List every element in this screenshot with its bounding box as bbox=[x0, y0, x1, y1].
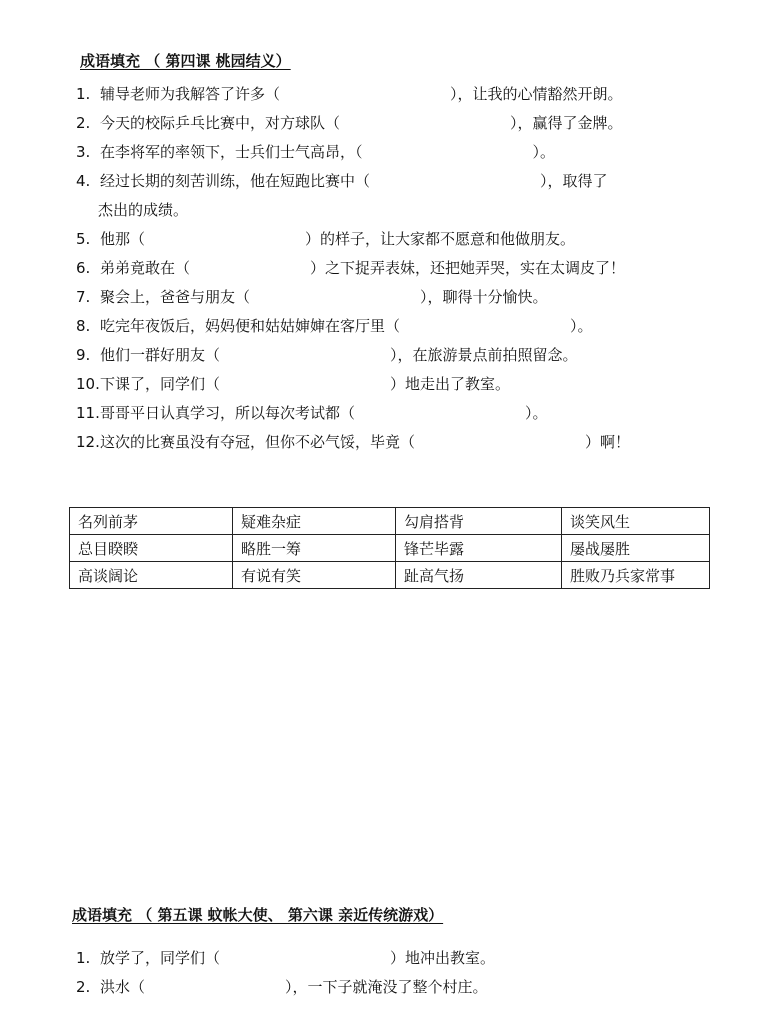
question-2: 2. 今天的校际乒乓比赛中，对方球队（ ），赢得了金牌。 bbox=[76, 114, 623, 132]
question-6: 6. 弟弟竟敢在（ ）之下捉弄表妹，还把她弄哭，实在太调皮了！ bbox=[76, 259, 626, 277]
idiom-cell: 有说有笑 bbox=[233, 562, 396, 589]
question-8: 8. 吃完年夜饭后，妈妈便和姑姑婶婶在客厅里（ ）。 bbox=[76, 317, 593, 335]
idiom-cell: 趾高气扬 bbox=[396, 562, 562, 589]
section-title: 成语填充 （ 第四课 桃园结义） bbox=[80, 52, 291, 70]
table-row bbox=[70, 535, 710, 562]
question-7: 7. 聚会上，爸爸与朋友（ ），聊得十分愉快。 bbox=[76, 288, 548, 306]
question-12: 12.这次的比赛虽没有夺冠，但你不必气馁，毕竟（ ）啊！ bbox=[76, 433, 631, 451]
question-3: 3. 在李将军的率领下，士兵们士气高昂，（ ）。 bbox=[76, 143, 556, 161]
idiom-cell: 高谈阔论 bbox=[70, 562, 233, 589]
idiom-cell: 胜败乃兵家常事 bbox=[562, 562, 710, 589]
idiom-cell: 略胜一筹 bbox=[233, 535, 396, 562]
idiom-cell: 名列前茅 bbox=[70, 508, 233, 535]
question-1: 1. 辅导老师为我解答了许多（ ），让我的心情豁然开朗。 bbox=[76, 85, 623, 103]
table-row bbox=[70, 508, 710, 535]
question-4: 4. 经过长期的刻苦训练，他在短跑比赛中（ ），取得了 bbox=[76, 172, 608, 190]
idiom-cell: 屡战屡胜 bbox=[562, 535, 710, 562]
question-11: 11.哥哥平日认真学习，所以每次考试都（ ）。 bbox=[76, 404, 548, 422]
table-row bbox=[70, 562, 710, 589]
question-5: 5. 他那（ ）的样子，让大家都不愿意和他做朋友。 bbox=[76, 230, 576, 248]
idiom-word-bank bbox=[69, 507, 710, 589]
question-9: 9. 他们一群好朋友（ ），在旅游景点前拍照留念。 bbox=[76, 346, 578, 364]
idiom-cell: 谈笑风生 bbox=[562, 508, 710, 535]
question-10: 10.下课了，同学们（ ）地走出了教室。 bbox=[76, 375, 511, 393]
idiom-cell: 疑难杂症 bbox=[233, 508, 396, 535]
section-title: 成语填充 （ 第五课 蚊帐大使、 第六课 亲近传统游戏） bbox=[72, 906, 444, 924]
question-4-continuation: 杰出的成绩。 bbox=[98, 201, 189, 219]
question-2: 2. 洪水（ ），一下子就淹没了整个村庄。 bbox=[76, 978, 488, 996]
idiom-cell: 锋芒毕露 bbox=[396, 535, 562, 562]
question-1: 1. 放学了，同学们（ ）地冲出教室。 bbox=[76, 949, 496, 967]
idiom-cell: 总目睽睽 bbox=[70, 535, 233, 562]
idiom-cell: 勾肩搭背 bbox=[396, 508, 562, 535]
